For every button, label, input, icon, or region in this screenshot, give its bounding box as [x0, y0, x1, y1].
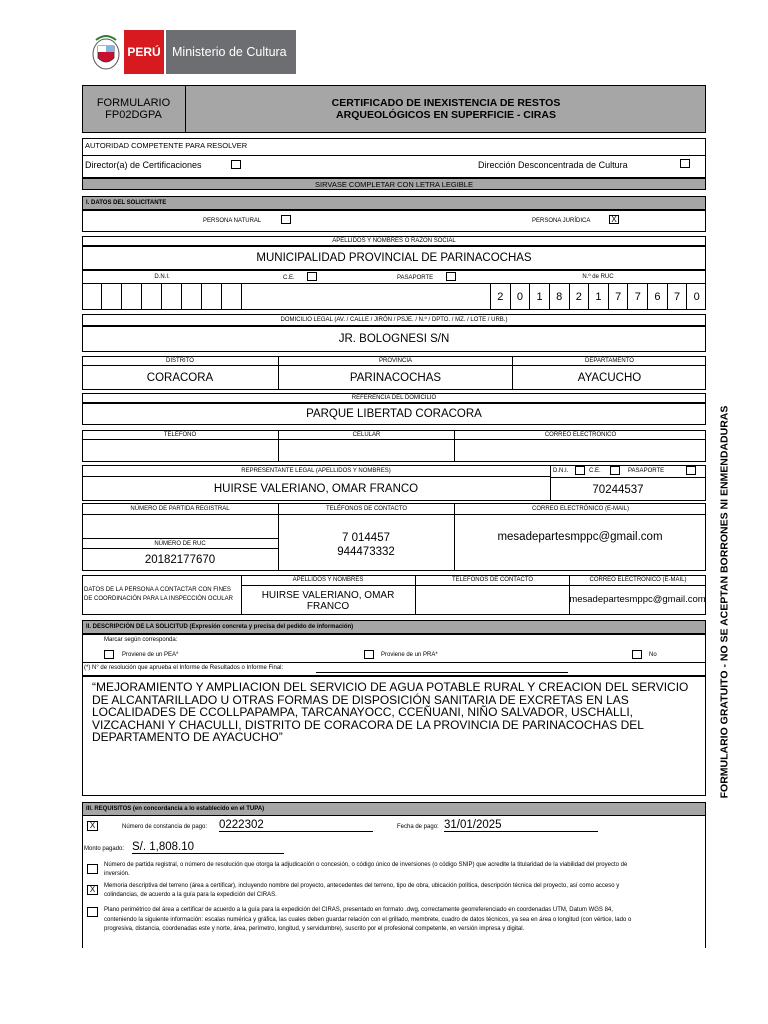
section1-title: I. DATOS DEL SOLICITANTE — [82, 196, 706, 210]
departamento-label: DEPARTAMENTO — [512, 356, 706, 366]
req2-checkbox[interactable]: X — [87, 885, 98, 895]
dni-cell[interactable] — [202, 283, 222, 310]
constancia-label: Número de constancia de pago: — [122, 824, 208, 830]
dni-cell[interactable] — [122, 283, 142, 310]
distrito-value: CORACORA — [146, 372, 214, 384]
ce-checkbox[interactable] — [307, 272, 317, 281]
dni-cell[interactable] — [222, 283, 242, 310]
celular-label: CELULAR — [278, 430, 454, 440]
req2-text: Memoria descriptiva del terreno (área a certificar), incluyendo nombre del proyecto, antecedentes del terreno, tipo de obra, ubicación política, descripción técnica del proyecto, así como acceso y colindancias, de acuerdo a la guía para la expedición del CIRAS. — [104, 883, 620, 898]
tel-contacto-values: 7 014457 944473332 — [337, 532, 395, 558]
partida-label: NÚMERO DE PARTIDA REGISTRAL — [82, 503, 278, 515]
resolution-note: (*) N° de resolución que aprueba el Informe de Resultados o Informe Final: — [84, 665, 284, 671]
authority-option-ddc: Dirección Desconcentrada de Cultura — [478, 160, 628, 170]
form-code: FORMULARIO FP02DGPA — [82, 85, 186, 133]
req3-text: Plano perimétrico del área a certificar de acuerdo a la guía para la expedición del CIRAS, presentado en formato .dwg, correctamente georreferenciado en coordenadas UTM, Datum WGS 84, conteniendo la siguiente información: escalas numérica y gráfica, las cuales deben guardar relación con el grillado, membrete, cuadro de datos técnicos, ya sea en área o longitud (con vértice, lado o progresiva, distancia, coordenadas este y norte, área, perímetro, longitud, y servidumbre), suscrito por el profesional competente, en versión impresa y digital. — [104, 907, 632, 932]
dni-cell[interactable] — [162, 283, 182, 310]
pra-label: Proviene de un PRA* — [381, 652, 438, 658]
ruc-label: N.º de RUC — [582, 274, 614, 280]
contact-desc: DATOS DE LA PERSONA A CONTACTAR CON FINES DE COORDINACIÓN PARA LA INSPECCIÓN OCULAR — [84, 587, 233, 602]
pasaporte-label: PASAPORTE — [397, 275, 434, 281]
dni-label: D.N.I. — [154, 274, 170, 280]
dni-cell[interactable] — [102, 283, 122, 310]
req3-checkbox[interactable] — [87, 907, 98, 917]
rep-dni-label: D.N.I. — [553, 468, 569, 474]
req1-text: Número de partida registral, o número de resolución que otorga la adjudicación o concesión, o código único de inversiones (o código SNIP) que acredite la titularidad de la viabilidad del proyecto de inversión. — [104, 862, 628, 877]
ruc-digit: 0 — [510, 283, 530, 310]
dni-cell[interactable] — [142, 283, 162, 310]
ce-label: C.E. — [283, 275, 295, 281]
rep-label: REPRESENTANTE LEGAL (APELLIDOS Y NOMBRES) — [82, 465, 550, 477]
mark-label: Marcar según corresponda: — [104, 637, 178, 643]
fecha-value[interactable]: 31/01/2025 — [444, 818, 598, 832]
dni-cell[interactable] — [82, 283, 102, 310]
logo-peru: PERÚ — [124, 30, 164, 74]
section2-title: II. DESCRIPCIÓN DE LA SOLICITUD (Expresión concreta y precisa del pedido de información) — [82, 620, 706, 634]
section3-title: III. REQUISITOS (en concordancia a lo establecido en el TUPA) — [82, 802, 706, 816]
dni-cells — [82, 283, 242, 310]
contact-email-value: mesadepartesmppc@gmail.com — [569, 593, 706, 605]
contact-name-value: HUIRSE VALERIANO, OMAR FRANCO — [261, 589, 395, 612]
referencia-label: REFERENCIA DEL DOMICILIO — [82, 393, 706, 403]
pasaporte-checkbox[interactable] — [446, 272, 456, 281]
name-value: MUNICIPALIDAD PROVINCIAL DE PARINACOCHAS — [82, 246, 706, 270]
no-checkbox[interactable] — [632, 650, 642, 659]
distrito-label: DISTRITO — [82, 356, 278, 366]
side-note: FORMULARIO GRATUITO - NO SE ACEPTAN BORRONES NI ENMENDADURAS — [718, 405, 730, 799]
ministry-logo — [90, 30, 296, 74]
req1-checkbox[interactable] — [87, 864, 98, 874]
description-text: “MEJORAMIENTO Y AMPLIACION DEL SERVICIO DE AGUA POTABLE RURAL Y CREACION DEL SERVICIO DE ALCANTARILLADO U OTRAS FORMAS DE DISPOSICIÓN SANITARIA DE EXCRETAS EN LAS LOCALIDADES DE CCOLLPAPAMPA, TARCANAYOCC, CCEÑUANI, NIÑO SALVADOR, USCHALLI, VIZCACHANI Y CHACULLI, DISTRITO DE CORACORA DE LA PROVINCIA DE PARINACOCHAS DEL DEPARTAMENTO DE AYACUCHO” — [92, 680, 689, 744]
rep-ce-checkbox[interactable] — [610, 466, 620, 475]
tel-contacto-label: TELÉFONOS DE CONTACTO — [278, 503, 454, 515]
referencia-value: PARQUE LIBERTAD CORACORA — [82, 403, 706, 425]
ruc-digit: 0 — [686, 283, 706, 310]
ruc-digit: 7 — [667, 283, 687, 310]
contact-name-label: APELLIDOS Y NOMBRES — [241, 575, 415, 586]
natural-checkbox[interactable] — [281, 215, 291, 224]
coat-of-arms-icon — [90, 32, 122, 72]
ruc-digit: 2 — [569, 283, 589, 310]
no-label: No — [649, 652, 657, 658]
rep-ce-label: C.E. — [589, 468, 601, 474]
provincia-value: PARINACOCHAS — [278, 366, 512, 390]
ruc-digit: 1 — [588, 283, 608, 310]
authority-option-director: Director(a) de Certificaciones — [85, 160, 202, 170]
monto-value[interactable]: S/. 1,808.10 — [132, 840, 284, 854]
ruc-digit: 6 — [647, 283, 667, 310]
ruc-digit: 8 — [549, 283, 569, 310]
domicilio-label: DOMICILIO LEGAL (AV. / CALLE / JIRÓN / PSJE. / N.º / DPTO. / MZ. / LOTE / URB.) — [82, 314, 706, 326]
fecha-label: Fecha de pago: — [397, 824, 439, 830]
correo-email-label: CORREO ELECTRÓNICO (E-MAIL) — [454, 503, 706, 515]
ruc2-value: 20182177670 — [144, 554, 216, 566]
ruc-digit: 7 — [627, 283, 647, 310]
ruc-digit: 7 — [608, 283, 628, 310]
rep-dni-checkbox[interactable] — [575, 466, 585, 475]
ruc-digits — [490, 283, 706, 310]
rep-value: HUIRSE VALERIANO, OMAR FRANCO — [213, 483, 419, 495]
domicilio-value: JR. BOLOGNESI S/N — [82, 326, 706, 352]
ddc-checkbox[interactable] — [680, 159, 690, 168]
pea-checkbox[interactable] — [104, 650, 114, 659]
contact-email-label: CORREO ELECTRÓNICO (E-MAIL) — [569, 575, 706, 586]
rep-pasaporte-label: PASAPORTE — [628, 468, 665, 474]
pea-label: Proviene de un PEA* — [122, 652, 179, 658]
form-title: CERTIFICADO DE INEXISTENCIA DE RESTOS ARQUEOLÓGICOS EN SUPERFICIE - CIRAS — [331, 97, 561, 121]
telefono-label: TELÉFONO — [82, 430, 278, 440]
rep-dni-value: 70244537 — [592, 483, 644, 496]
pra-checkbox[interactable] — [364, 650, 374, 659]
ruc-digit: 1 — [529, 283, 549, 310]
correo-label: CORREO ELECTRÓNICO — [454, 430, 706, 440]
logo-ministry: Ministerio de Cultura — [166, 30, 296, 74]
constancia-value[interactable]: 0222302 — [219, 818, 373, 832]
director-checkbox[interactable] — [231, 160, 241, 169]
natural-label: PERSONA NATURAL — [203, 218, 262, 224]
payment-checkbox[interactable]: X — [87, 821, 98, 831]
juridica-label: PERSONA JURÍDICA — [532, 218, 591, 224]
rep-pasaporte-checkbox[interactable] — [686, 466, 696, 475]
monto-label: Monto pagado: — [84, 846, 125, 852]
ruc2-label: NÚMERO DE RUC — [82, 539, 278, 549]
departamento-value: AYACUCHO — [512, 366, 706, 390]
provincia-label: PROVINCIA — [278, 356, 512, 366]
juridica-checkbox[interactable]: X — [609, 215, 619, 224]
ruc-digit: 2 — [490, 283, 510, 310]
name-label: APELLIDOS Y NOMBRES O RAZÓN SOCIAL — [82, 236, 706, 246]
legibility-instruction: SIRVASE COMPLETAR CON LETRA LEGIBLE — [82, 178, 706, 190]
resolution-line[interactable] — [316, 672, 568, 673]
contact-tel-label: TELÉFONOS DE CONTACTO — [415, 575, 569, 586]
authority-label: AUTORIDAD COMPETENTE PARA RESOLVER — [85, 140, 248, 150]
correo-value: mesadepartesmppc@gmail.com — [497, 531, 663, 543]
dni-cell[interactable] — [182, 283, 202, 310]
